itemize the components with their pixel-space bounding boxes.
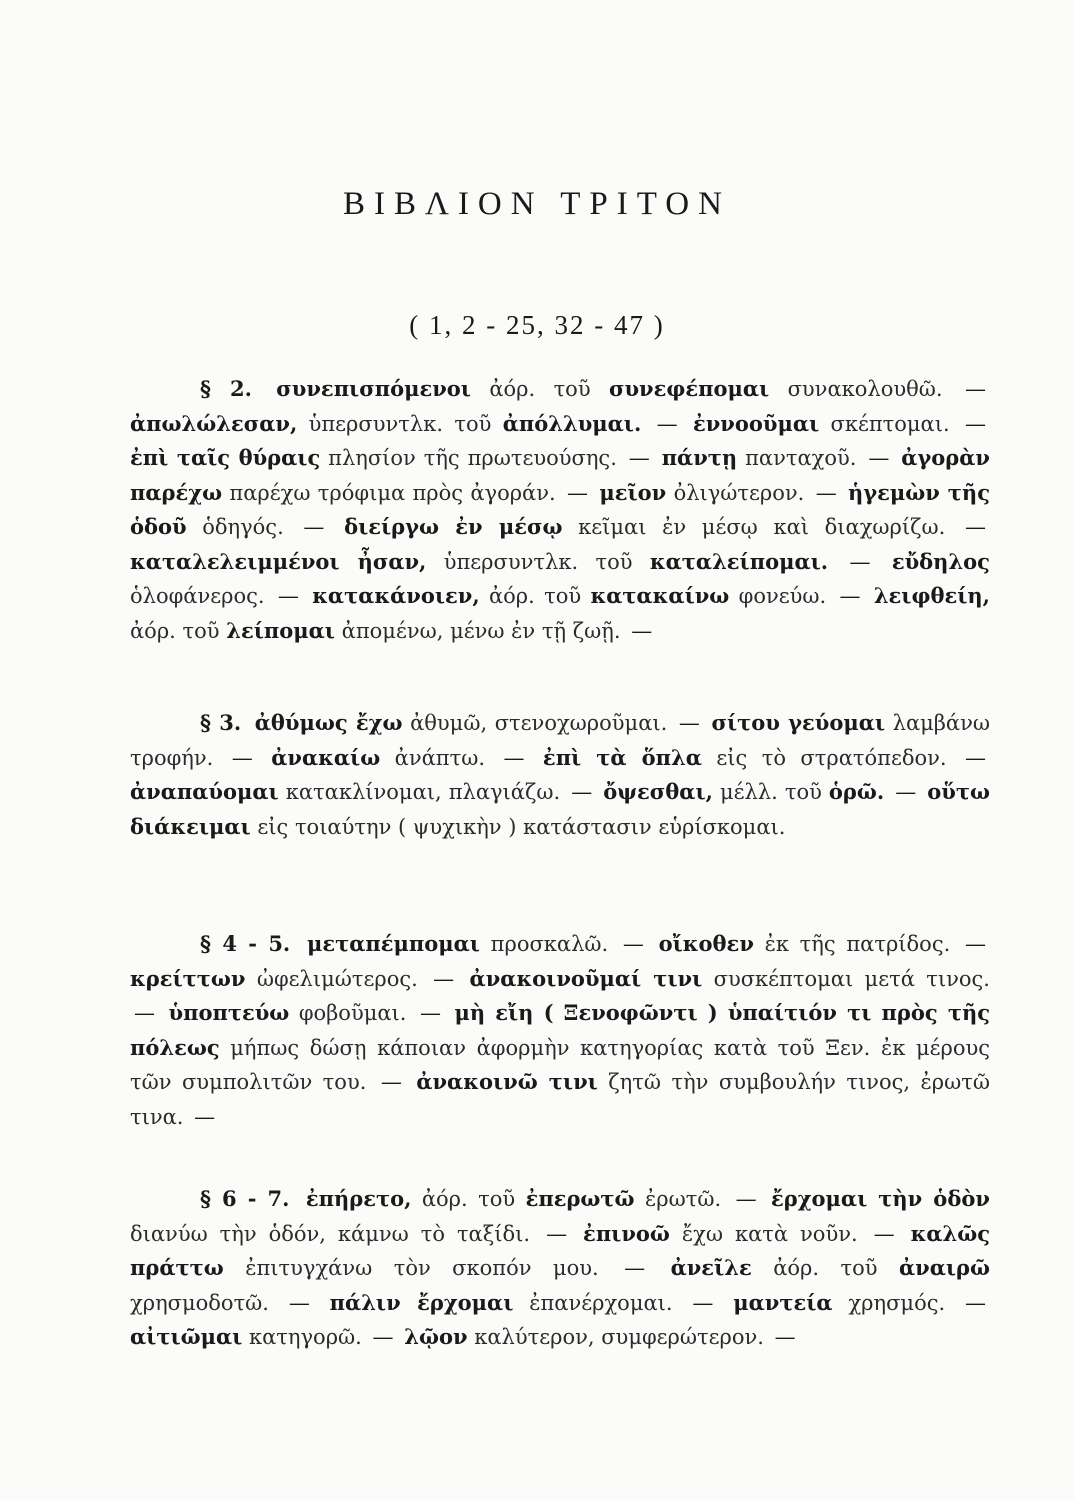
entry-separator: — — [277, 584, 299, 608]
gloss-definition: ἐπανέρχομαι. — [529, 1290, 673, 1315]
gloss-term: διείργω ἐν μέσῳ — [344, 514, 563, 539]
entry-separator: — — [624, 1256, 646, 1280]
gloss-definition: προσκαλῶ. — [490, 932, 609, 956]
entry-separator: — — [231, 745, 253, 770]
entry-separator: — — [964, 411, 986, 436]
entry-separator: — — [868, 446, 890, 470]
gloss-term: αἰτιῶμαι — [130, 1324, 243, 1349]
entry-separator: — — [815, 480, 837, 505]
gloss-definition: ἐκ τῆς πατρίδος. — [764, 932, 951, 956]
entry-separator: — — [964, 515, 986, 539]
gloss-definition: συνακολουθῶ. — [787, 377, 943, 401]
entry-separator: — — [849, 549, 871, 574]
gloss-definition: ὁλοφάνερος. — [130, 584, 265, 608]
gloss-term: ἐπερωτῶ — [525, 1186, 635, 1211]
gloss-definition: ἀόρ. τοῦ — [130, 618, 220, 643]
gloss-term: ἀνεῖλε — [670, 1255, 752, 1280]
gloss-term: οἴκοθεν — [658, 931, 754, 956]
entry-separator: — — [692, 1290, 714, 1315]
gloss-definition: ἀόρ. τοῦ — [488, 584, 582, 608]
gloss-definition: ἐρωτῶ. — [644, 1187, 722, 1211]
gloss-term: ὁρῶ. — [828, 779, 885, 804]
gloss-term: ἀγορὰν παρέχω — [130, 445, 990, 505]
gloss-definition: ἀπομένω, μένω ἐν τῇ ζωῇ. — [341, 618, 621, 643]
gloss-definition: ἀόρ. τοῦ — [773, 1256, 878, 1280]
gloss-definition: χρησμός. — [848, 1290, 946, 1315]
entry-separator: — — [631, 618, 653, 643]
gloss-definition: σκέπτομαι. — [830, 411, 950, 436]
entry-separator: — — [571, 780, 593, 804]
gloss-definition: ὁδηγός. — [202, 515, 284, 539]
gloss-definition: ἔχω κατὰ νοῦν. — [681, 1221, 858, 1246]
entry-separator: — — [546, 1221, 568, 1246]
gloss-term: ἡγεμὼν τῆς ὁδοῦ — [130, 479, 990, 539]
gloss-definition: πανταχοῦ. — [745, 446, 857, 470]
gloss-definition: παρέχω τρόφιμα πρὸς ἀγοράν. — [229, 480, 556, 505]
entry-separator: — — [433, 966, 455, 991]
gloss-term: ἔρχομαι τὴν ὁδὸν — [770, 1186, 990, 1211]
gloss-term: κατακάνοιεν, — [312, 583, 480, 608]
section-2 — [130, 372, 990, 648]
chapter-range: ( 1, 2 - 25, 32 - 47 ) — [409, 310, 665, 340]
entry-separator: — — [964, 932, 986, 956]
gloss-definition: μέλλ. τοῦ — [719, 780, 822, 804]
gloss-term: πάντῃ — [661, 445, 738, 470]
gloss-term: ὑποπτεύω — [168, 1000, 290, 1025]
entry-separator: — — [873, 1221, 895, 1246]
entry-separator: — — [419, 1001, 441, 1025]
gloss-term: πάλιν ἔρχομαι — [329, 1289, 514, 1315]
gloss-definition: ὠφελιμώτερος. — [256, 966, 418, 991]
gloss-definition: ἀόρ. τοῦ — [489, 377, 591, 401]
entry-separator: — — [567, 480, 589, 505]
gloss-term: ἀνακοινῶ τινι — [416, 1069, 598, 1094]
gloss-definition: εἰς τοιαύτην ( ψυχικὴν ) κατάστασιν εὑρίσκομαι. — [257, 814, 786, 839]
entry-separator: — — [628, 446, 650, 470]
gloss-definition: χρησμοδοτῶ. — [130, 1290, 269, 1315]
gloss-term: συνεπισπόμενοι — [276, 376, 471, 401]
entry-separator: — — [678, 711, 700, 735]
entry-separator: — — [965, 1290, 986, 1315]
gloss-definition: ἀθυμῶ, στενοχωροῦμαι. — [410, 711, 668, 735]
gloss-term: σίτου γεύομαι — [711, 710, 886, 735]
gloss-definition: κεῖμαι ἐν μέσῳ καὶ διαχωρίζω. — [578, 515, 946, 539]
gloss-term: συνεφέπομαι — [608, 376, 770, 401]
gloss-term: κατακαίνω — [590, 583, 730, 608]
gloss-term: μεῖον — [599, 479, 667, 505]
gloss-definition: φοβοῦμαι. — [298, 1001, 407, 1025]
gloss-definition: λαμβάνω τροφήν. — [130, 711, 990, 770]
entry-separator: — — [965, 745, 987, 770]
gloss-term: ἀναπαύομαι — [130, 779, 279, 804]
gloss-definition: πλησίον τῆς πρωτευούσης. — [328, 446, 617, 470]
entry-separator: — — [288, 1290, 310, 1315]
gloss-definition: εἰς τὸ στρατόπεδον. — [716, 745, 947, 770]
section-number: § 2. — [200, 376, 252, 401]
section-number: § 3. — [200, 710, 242, 735]
gloss-term: ἐπὶ τὰ ὅπλα — [542, 744, 702, 770]
gloss-definition: κατακλίνομαι, πλαγιάζω. — [285, 780, 561, 804]
entry-separator: — — [303, 515, 325, 539]
gloss-term: ἀνακοινοῦμαί τινι — [469, 965, 703, 991]
gloss-term: οὕτω διάκειμαι — [130, 779, 990, 839]
gloss-definition: ζητῶ τὴν συμβουλήν τινος, ἐρωτῶ τινα. — [130, 1070, 990, 1129]
gloss-definition: ὑπερσυντλκ. τοῦ — [443, 549, 633, 574]
gloss-term: μὴ εἴη ( Ξενοφῶντι ) ὑπαίτιόν τι πρὸς τῆς πόλεως — [130, 1000, 990, 1060]
gloss-term: εὔδηλος — [891, 548, 990, 574]
gloss-definition: ἀνάπτω. — [394, 745, 486, 770]
gloss-term: ἐπινοῶ — [583, 1220, 670, 1246]
entry-separator: — — [194, 1104, 216, 1129]
gloss-term: μεταπέμπομαι — [306, 931, 480, 956]
entry-separator: — — [964, 377, 986, 401]
gloss-definition: μήπως δώσῃ κάποιαν ἀφορμὴν κατηγορίας κατὰ τοῦ Ξεν. ἐκ μέρους τῶν συμπολιτῶν του. — [130, 1035, 990, 1094]
entry-separator: — — [622, 932, 644, 956]
gloss-term: ἀπόλλυμαι. — [502, 410, 642, 436]
gloss-term: κρείττων — [130, 965, 246, 991]
gloss-definition: κατηγορῶ. — [249, 1325, 362, 1349]
gloss-term: ἐπήρετο, — [305, 1186, 412, 1211]
section-3 — [130, 706, 990, 844]
gloss-definition: ὑπερσυντλκ. τοῦ — [308, 411, 492, 436]
entry-separator: — — [656, 411, 678, 436]
gloss-term: ἀναιρῶ — [898, 1255, 990, 1280]
section-4-5 — [130, 927, 990, 1134]
gloss-term: καταλείπομαι. — [649, 548, 829, 574]
gloss-term: καλῶς πράττω — [130, 1220, 990, 1280]
gloss-definition: διανύω τὴν ὁδόν, κάμνω τὸ ταξίδι. — [130, 1221, 531, 1246]
entry-separator: — — [895, 780, 917, 804]
gloss-definition: καλύτερον, συμφερώτερον. — [474, 1325, 764, 1349]
gloss-definition: ἐπιτυγχάνω τὸν σκοπόν μου. — [245, 1256, 599, 1280]
gloss-term: λείπομαι — [226, 617, 335, 643]
section-number: § 4 - 5. — [200, 931, 291, 956]
gloss-term: ἀπωλώλεσαν, — [130, 410, 298, 436]
gloss-definition: συσκέπτομαι μετά τινος. — [713, 966, 990, 991]
gloss-term: ἐπὶ ταῖς θύραις — [130, 445, 321, 470]
page-title: ΒΙΒΛΙΟΝ ΤΡΙΤΟΝ — [343, 186, 731, 222]
gloss-definition: ἀόρ. τοῦ — [421, 1187, 516, 1211]
entry-separator: — — [735, 1187, 757, 1211]
gloss-term: ἀνακαίω — [271, 744, 381, 770]
gloss-definition: ὀλιγώτερον. — [673, 480, 805, 505]
section-number: § 6 - 7. — [200, 1186, 290, 1211]
entry-separator: — — [774, 1325, 796, 1349]
entry-separator: — — [372, 1325, 394, 1349]
gloss-term: ὄψεσθαι, — [603, 779, 713, 804]
gloss-term: λειφθείη, — [873, 583, 990, 608]
gloss-term: ἀθύμως ἔχω — [254, 710, 403, 735]
entry-separator: — — [503, 745, 525, 770]
gloss-term: καταλελειμμένοι ἦσαν, — [130, 548, 427, 574]
entry-separator: — — [380, 1070, 402, 1094]
entry-separator: — — [839, 584, 861, 608]
section-6-7 — [130, 1182, 990, 1355]
gloss-term: ἐννοοῦμαι — [692, 410, 820, 436]
gloss-term: λῷον — [404, 1324, 468, 1349]
gloss-term: μαντεία — [733, 1289, 833, 1315]
entry-separator: — — [134, 1001, 155, 1025]
gloss-definition: φονεύω. — [738, 584, 827, 608]
